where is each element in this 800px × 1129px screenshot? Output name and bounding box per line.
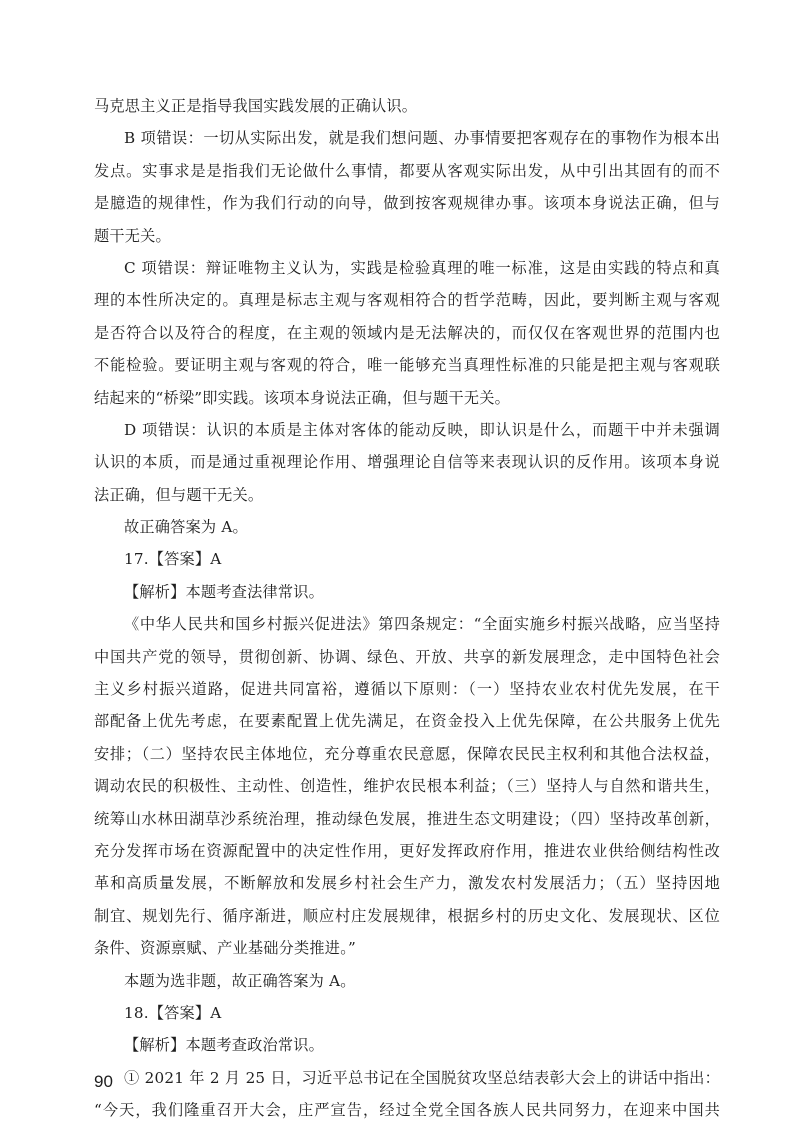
text-line: 是臆造的规律性，作为我们行动的向导，做到按客观规律办事。该项本身说法正确，但与: [94, 194, 720, 213]
text-line: 法正确，但与题干无关。: [94, 485, 264, 504]
text-line: 统筹山水林田湖草沙系统治理，推动绿色发展，推进生态文明建设；（四）坚持改革创新，: [94, 809, 720, 828]
page-number: 90: [94, 1072, 113, 1091]
paragraph: [94, 414, 720, 511]
document-body: [94, 90, 720, 1127]
paragraph: [94, 122, 720, 252]
text-line: 《中华人民共和国乡村振兴促进法》第四条规定：“全面实施乡村振兴战略，应当坚持: [124, 615, 720, 634]
text-line: 认识的本质，而是通过重视理论作用、增强理论自信等来表现认识的反作用。该项本身说: [94, 453, 720, 472]
text-line: C 项错误：辩证唯物主义认为，实践是检验真理的唯一标准，这是由实践的特点和真: [124, 258, 720, 277]
paragraph: [94, 576, 720, 608]
text-line: B 项错误：一切从实际出发，就是我们想问题、办事情要把客观存在的事物作为根本出: [124, 129, 720, 148]
text-line: 结起来的“桥梁”即实践。该项本身说法正确，但与题干无关。: [94, 388, 511, 407]
paragraph: [94, 1062, 720, 1127]
text-line: 安排；（二）坚持农民主体地位，充分尊重农民意愿，保障农民民主权利和其他合法权益，: [94, 744, 720, 763]
text-line: 题干无关。: [94, 226, 171, 245]
paragraph: [94, 965, 720, 997]
text-line: 调动农民的积极性、主动性、创造性，维护农民根本利益；（三）坚持人与自然和谐共生，: [94, 777, 720, 796]
paragraph: [94, 997, 720, 1029]
paragraph: [94, 90, 720, 122]
text-line: 不能检验。要证明主观与客观的符合，唯一能够充当真理性标准的只能是把主观与客观联: [94, 356, 720, 375]
text-line: 革和高质量发展，不断解放和发展乡村社会生产力，激发农村发展活力；（五）坚持因地: [94, 874, 720, 893]
text-line: 理的本性所决定的。真理是标志主观与客观相符合的哲学范畴，因此，要判断主观与客观: [94, 291, 720, 310]
text-line: 18.【答案】A: [124, 1003, 222, 1022]
text-line: 17.【答案】A: [124, 550, 222, 569]
text-line: 部配备上优先考虑，在要素配置上优先满足，在资金投入上优先保障，在公共服务上优先: [94, 712, 720, 731]
paragraph: [94, 608, 720, 964]
paragraph: [94, 1029, 720, 1061]
paragraph: [94, 543, 720, 575]
text-line: 中国共产党的领导，贯彻创新、协调、绿色、开放、共享的新发展理念，走中国特色社会: [94, 647, 720, 666]
text-line: 制宜、规划先行、循序渐进，顺应村庄发展规律，根据乡村的历史文化、发展现状、区位: [94, 906, 720, 925]
text-line: 发点。实事求是是指我们无论做什么事情，都要从客观实际出发，从中引出其固有的而不: [94, 161, 720, 180]
text-line: 本题为选非题，故正确答案为 A。: [124, 971, 356, 990]
text-line: 主义乡村振兴道路，促进共同富裕，遵循以下原则：（一）坚持农业农村优先发展，在干: [94, 680, 720, 699]
text-line: 故正确答案为 A。: [124, 518, 248, 537]
text-line: D 项错误：认识的本质是主体对客体的能动反映，即认识是什么，而题干中并未强调: [124, 420, 720, 439]
text-line: “今天，我们隆重召开大会，庄严宣告，经过全党全国各族人民共同努力，在迎来中国共: [94, 1101, 720, 1120]
text-line: 【解析】本题考查法律常识。: [124, 582, 325, 601]
paragraph: [94, 252, 720, 414]
paragraph: [94, 511, 720, 543]
text-line: 是否符合以及符合的程度，在主观的领域内是无法解决的，而仅仅在客观世界的范围内也: [94, 323, 720, 342]
text-line: 【解析】本题考查政治常识。: [124, 1036, 325, 1055]
text-line: 条件、资源禀赋、产业基础分类推进。”: [94, 939, 356, 958]
text-line: 充分发挥市场在资源配置中的决定性作用，更好发挥政府作用，推进农业供给侧结构性改: [94, 841, 720, 860]
text-line: ① 2021 年 2 月 25 日，习近平总书记在全国脱贫攻坚总结表彰大会上的讲话中指出：: [124, 1068, 720, 1087]
text-line: 马克思主义正是指导我国实践发展的正确认识。: [94, 97, 418, 115]
